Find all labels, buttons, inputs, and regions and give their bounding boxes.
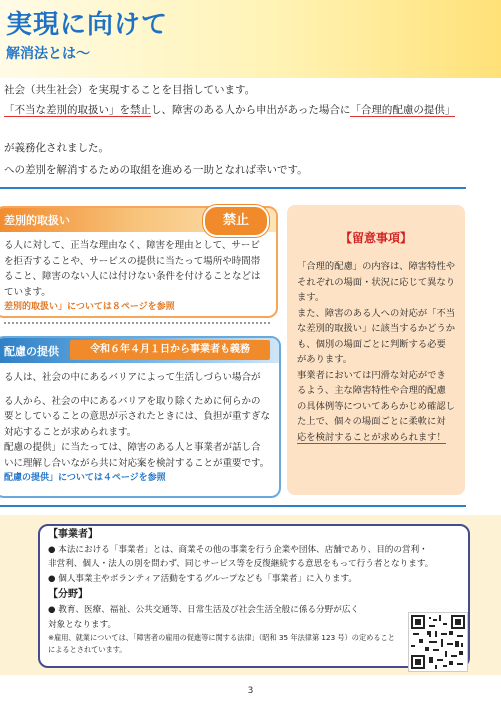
qr-code[interactable] — [408, 612, 468, 672]
body-line: 応を検討することが求められます！ — [297, 431, 446, 443]
qr-code-icon — [409, 613, 467, 671]
box-heading: 差別的取扱い — [4, 214, 70, 227]
caution-box — [287, 205, 465, 495]
caution-body — [297, 259, 459, 445]
definitions-box — [38, 524, 470, 668]
body-line: ること、障害のない人には付けない条件を付けることなどは — [4, 271, 261, 282]
body-line: 対応することが求められます。 — [4, 426, 137, 438]
body-line: 要としていることの意思が示されたときには、負担が重すぎな — [4, 411, 271, 422]
list-item: ● 本法における「事業者」とは、商業その他の事業を行う企業や団体、店舗であり、目的の営利・ — [48, 544, 428, 555]
body-line: る人に対して、正当な理由なく、障害を理由として、サービ — [4, 240, 260, 251]
reasonable-accommodation-box — [0, 336, 281, 498]
intro-line: が義務化されました。 — [4, 142, 109, 154]
obligation-badge: 令和６年４月１日から事業者も義務 — [70, 340, 270, 360]
body-line: ます。 — [297, 292, 325, 303]
accommodation-phrase: 「合理的配慮の提供」 — [350, 104, 456, 116]
page-reference: 配慮の提供」については４ページを参照 — [4, 473, 166, 483]
intro-line: への差別を解消するための取組を進める一助となれば幸いです。 — [4, 164, 308, 176]
body-line: も、個別の場面ごとに判断する必要 — [297, 338, 446, 350]
list-item: ● 個人事業主やボランティア活動をするグループなども「事業者」に入ります。 — [48, 573, 357, 584]
page-title: 実現に向けて — [6, 10, 169, 40]
box-body — [4, 238, 272, 316]
definitions-text — [48, 528, 463, 656]
body-line: 事業者においては円滑な対応ができ — [297, 369, 446, 381]
page-number: 3 — [247, 686, 254, 696]
body-line: それぞれの場面・状況に応じて異なり — [297, 276, 456, 288]
body-line: るよう、主な障害特性や合理的配慮 — [297, 385, 446, 396]
spacer — [4, 386, 276, 394]
intro-line: 社会（共生社会）を実現することを目指しています。 — [4, 84, 256, 96]
intro-line — [4, 102, 455, 117]
body-line: また、障害のある人への対応が「不当 — [297, 307, 456, 319]
prohibition-phrase: 「不当な差別的取扱い」を禁止 — [4, 104, 151, 116]
body-line: ています。 — [4, 286, 51, 298]
body-line: 「合理的配慮」の内容は、障害特性や — [297, 261, 456, 272]
body-line: を拒否することや、サービスの提供に当たって場所や時間帯 — [4, 255, 261, 267]
box-body — [4, 370, 276, 487]
page-header — [0, 0, 501, 78]
intro-fragment: し、障害のある人から申出があった場合に — [151, 104, 351, 116]
page-reference: 差別的取扱い」については８ページを参照 — [4, 302, 175, 312]
section-divider — [0, 505, 466, 507]
body-line: る人は、社会の中にあるバリアによって生活しづらい場合が — [4, 372, 261, 383]
body-line: な差別的取扱い」に該当するかどうか — [297, 323, 456, 334]
box-heading: 配慮の提供 — [4, 345, 59, 358]
section-title: 【分野】 — [48, 589, 88, 601]
section-divider — [0, 187, 466, 189]
prohibited-badge: 禁止 — [203, 205, 269, 237]
body-line: 配慮の提供」に当たっては、障害のある人と事業者が話し合 — [4, 442, 261, 453]
body-line: た上で、個々の場面ごとに柔軟に対 — [297, 416, 446, 427]
footnote: ※雇用、就業については、「障害者の雇用の促進等に関する法律」（昭和 35 年法律第 123 号）の定めること — [48, 633, 395, 643]
page-subtitle: 解消法とは～ — [6, 46, 90, 62]
list-item: 対象となります。 — [48, 619, 117, 630]
body-line: の具体例等についてあらかじめ確認し — [297, 400, 455, 412]
list-item: 非営利、個人・法人の別を問わず、同じサービス等を反復継続する意思をもって行う者となります。 — [48, 559, 434, 570]
dotted-divider — [4, 322, 270, 324]
body-line: る人から、社会の中にあるバリアを取り除くために何らかの — [4, 395, 261, 407]
body-line: があります。 — [297, 354, 353, 365]
footnote: によるとされています。 — [48, 645, 127, 655]
body-line: いに理解し合いながら共に対応案を検討することが重要です。 — [4, 457, 270, 469]
section-title: 【事業者】 — [48, 529, 98, 540]
list-item: ● 教育、医療、福祉、公共交通等、日常生活及び社会生活全般に係る分野が広く — [48, 604, 360, 615]
caution-title: 【留意事項】 — [339, 231, 412, 245]
